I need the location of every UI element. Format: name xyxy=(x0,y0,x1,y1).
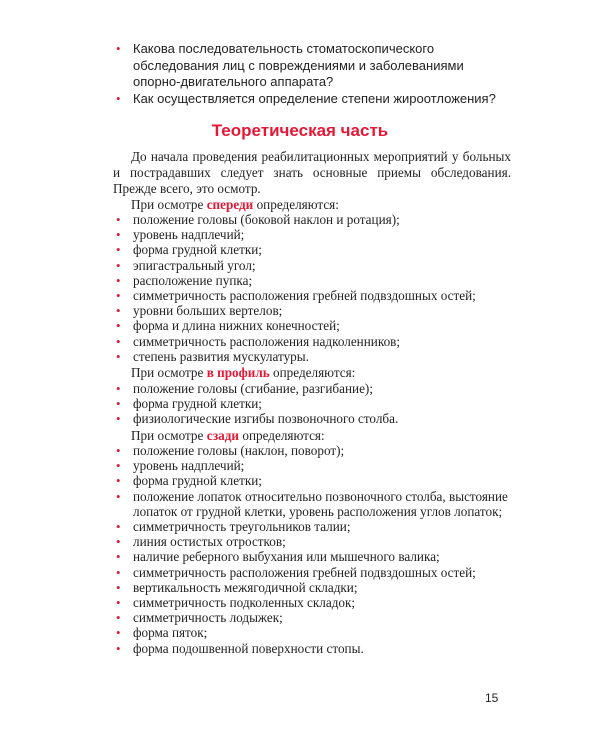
bullet-icon: • xyxy=(116,257,121,273)
list-item: • уровень надплечий; xyxy=(116,458,245,474)
back-lead: При осмотре сзади определяются: xyxy=(131,428,325,443)
bullet-icon: • xyxy=(116,488,121,504)
bullet-icon: • xyxy=(116,396,121,412)
profile-keyword: в профиль xyxy=(206,365,270,380)
list-item: • положение головы (боковой наклон и ротация); xyxy=(116,212,400,227)
bullet-icon: • xyxy=(116,610,121,626)
front-lead: При осмотре спереди определяются: xyxy=(131,197,339,212)
front-keyword: спереди xyxy=(206,197,254,212)
profile-lead: При осмотре в профиль определяются: xyxy=(131,365,356,380)
list-item: • форма грудной клетки; xyxy=(116,242,262,258)
list-item: • физиологические изгибы позвоночного столба. xyxy=(116,411,399,427)
bullet-icon: • xyxy=(116,41,121,56)
bullet-icon: • xyxy=(116,564,121,580)
list-item: • Какова последовательность стоматоскопического обследования лиц с повреждениями и заболеваниями опорно-двигательного аппарата? xyxy=(116,41,464,90)
bullet-icon: • xyxy=(116,640,121,656)
bullet-icon: • xyxy=(116,458,121,474)
bullet-icon: • xyxy=(116,625,121,641)
bullet-icon: • xyxy=(116,519,121,535)
list-item: • симметричность подколенных складок; xyxy=(116,595,356,611)
intro-paragraph: До начала проведения реабилитационных мероприятий у больных и пострадавших следует знать основные приемы обследования. Прежде всего, это осмотр. xyxy=(113,149,511,196)
page-number: 15 xyxy=(485,691,499,705)
list-item: • форма подошвенной поверхности стопы. xyxy=(116,640,364,656)
list-item: • линия остистых отростков; xyxy=(116,534,286,550)
list-item: • уровень надплечий; xyxy=(116,227,245,243)
bullet-icon: • xyxy=(116,242,121,258)
list-item: • симметричность расположения надколенников; xyxy=(116,333,401,349)
back-list xyxy=(113,443,511,656)
list-item: • форма грудной клетки; xyxy=(116,396,262,412)
bullet-icon: • xyxy=(116,579,121,595)
list-item: • расположение пупка; xyxy=(116,272,253,288)
list-item: • положение головы (сгибание, разгибание); xyxy=(116,381,373,396)
list-item: • вертикальность межягодичной складки; xyxy=(116,579,358,595)
bullet-icon: • xyxy=(116,411,121,427)
bullet-icon: • xyxy=(116,303,121,319)
bullet-icon: • xyxy=(116,549,121,565)
bullet-icon: • xyxy=(116,212,121,227)
bullet-icon: • xyxy=(116,318,121,334)
list-item: • положение головы (наклон, поворот); xyxy=(116,443,345,458)
bullet-icon: • xyxy=(116,272,121,288)
bullet-icon: • xyxy=(116,333,121,349)
front-list xyxy=(113,212,511,364)
section-title: Теоретическая часть xyxy=(211,121,389,140)
bullet-icon: • xyxy=(116,288,121,304)
list-item: • симметричность лодыжек; xyxy=(116,610,283,626)
list-item: • форма грудной клетки; xyxy=(116,473,262,489)
list-item: • форма и длина нижних конечностей; xyxy=(116,318,340,334)
list-item: • уровни больших вертелов; xyxy=(116,303,283,319)
profile-list xyxy=(113,381,511,427)
bullet-icon: • xyxy=(116,473,121,489)
bullet-icon: • xyxy=(116,595,121,611)
bullet-icon: • xyxy=(116,443,121,458)
list-item: • симметричность расположения гребней подвздошных остей; xyxy=(116,564,476,580)
bullet-icon: • xyxy=(116,534,121,550)
list-item: • наличие реберного выбухания или мышечного валика; xyxy=(116,549,440,565)
list-item: • Как осуществляется определение степени жироотложения? xyxy=(116,90,496,106)
list-item: • форма пяток; xyxy=(116,625,208,641)
bullet-icon: • xyxy=(116,348,121,364)
list-item: • степень развития мускулатуры. xyxy=(116,348,309,364)
back-keyword: сзади xyxy=(206,428,240,443)
review-questions-list xyxy=(113,41,513,107)
list-item: • положение лопаток относительно позвоночного столба, выстояние лопаток от грудной клетки, уровень расположения углов лопаток; xyxy=(116,488,508,519)
list-item: • эпигастральный угол; xyxy=(116,257,256,273)
bullet-icon: • xyxy=(116,90,121,106)
list-item: • симметричность расположения гребней подвздошных остей; xyxy=(116,288,476,304)
bullet-icon: • xyxy=(116,381,121,396)
list-item: • симметричность треугольников талии; xyxy=(116,519,351,535)
bullet-icon: • xyxy=(116,227,121,243)
